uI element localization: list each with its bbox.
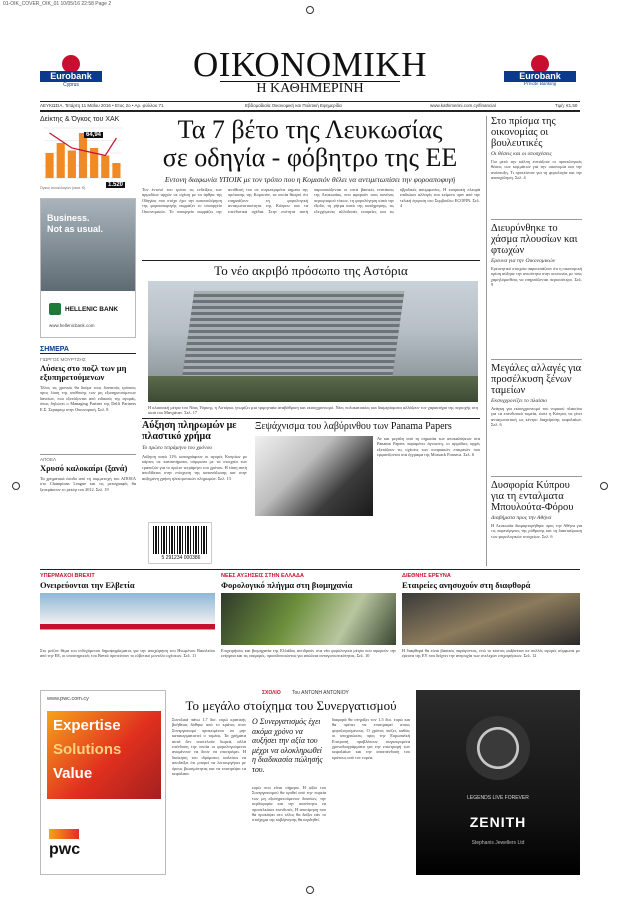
lead-subhead: Εντονη διαφωνία ΥΠΟΙΚ με τον τρόπο που η Κομισιόν θέλει να αντιμετωπίσει την φοροαποφυγή: [164, 175, 456, 184]
chart-footnote: Όγκος συναλλαγών (εκατ. €): [40, 186, 86, 190]
eurobank-brand: Eurobank: [504, 71, 576, 82]
strip-3-headline[interactable]: Εταιρείες ανησυχούν στη διαφθορά: [402, 580, 531, 590]
right-story-1-subhead: Οι θέσεις και οι υποσχέσεις: [491, 151, 552, 157]
right-story-2: [491, 219, 582, 359]
strip-1-body: Στο μείζον θέμα του ενδεχόμενου δημοψηφίσματος για την αποχώρηση του Ηνωμένου Βασιλείου από την ΕΕ, οι υποστηρικτές του Brexit προτείνουν το ελβετικό μοντέλο σχέσεων. Σελ. 11: [40, 648, 215, 659]
right-story-3: [491, 359, 582, 476]
index-callout: 64,94: [86, 132, 102, 138]
zenith-watch-ad[interactable]: [416, 690, 580, 875]
strip-1-kicker: ΥΠΕΡΜΑΧΟΙ BREXIT: [40, 573, 95, 579]
editorial-headline[interactable]: Το μεγάλο στοίχημα του Συνεργατισμού: [185, 698, 397, 713]
panama-photo: [255, 436, 373, 516]
right-story-1-body: Για μετά την κάλπη εστιάζουν οι προεκλογικές θέσεις των κομμάτων για την οικονομία και την ανάπτυξη. Τι προτείνουν για τη φορολογία και την απασχόληση. Σελ. 4: [491, 159, 582, 181]
strip-2-headline[interactable]: Φορολογικό πλήγμα στη βιομηχανία: [221, 580, 353, 590]
editorial-body-1: Συνολικά πάνω 1,7 δισ. ευρώ κρατικής βοήθειας δόθηκε από το κράτος στον Συνεργατισμό προκειμένου να μην κατακερματιστεί ο τομέας. Τα χρήματα αυτά δεν αποτελούν δωρεά, αλλά επένδυση την οποία οι φορολογούμενοι αναμένουν να δουν να επιστρέφει. Η διοίκηση του ιδρύματος καλείται να αποδείξει ότι μπορεί να λειτουργήσει με όρους βιωσιμότητας και να επιστρέψει τα κεφάλαια.: [172, 717, 246, 777]
eurobank-private-logo[interactable]: [504, 55, 576, 87]
today-section: [40, 346, 136, 516]
right-story-4-subhead: Διαβήματα προς την Αθήνα: [491, 515, 552, 521]
volume-callout: 1.520: [108, 182, 124, 188]
barcode-bars: [153, 526, 209, 554]
editorial: [172, 690, 410, 875]
hellenic-bank-ad[interactable]: [40, 198, 136, 338]
right-story-1: [491, 116, 582, 219]
eurobank-sub: Cyprus: [63, 82, 79, 88]
today-section2: ΑΠΟΕΛ: [40, 454, 136, 462]
right-story-1-headline[interactable]: Στο πρίσμα της οικονομίας οι βουλευτικές: [491, 116, 556, 149]
lead-headline-line-1: Τα 7 βέτο της Λευκωσίας: [177, 115, 443, 144]
chart-bar: [101, 156, 109, 179]
panama-body: Αν και μεγάλη από τη σημασία των αποκαλύψεων στα Panama Papers παραμένει άγνωστη, οι αρμόδιες αρχές εξετάζουν τις σχέσεις των κυπριακών εταιρειών που εμφανίζονται στα έγγραφα της Mossack Fonseca. Σελ. 6: [377, 436, 480, 458]
registration-mark-icon: [306, 6, 314, 14]
registration-mark-icon: [306, 886, 314, 894]
editorial-pull-quote: Ο Συνεργατισμός έχει ακόμα χρόνο να αυξήσει την αξία του μέχρι να ολοκληρωθεί η διαδικασία πώλησής του.: [252, 717, 323, 774]
chart-bar: [46, 153, 54, 178]
strip-3-photo: [402, 593, 580, 645]
strip-story-2: [221, 573, 396, 685]
editorial-kicker: ΣΧΟΛΙΟ: [262, 690, 281, 696]
pwc-line-2: Solutions: [53, 741, 122, 758]
barcode-numbers: 5 291234 000386: [161, 555, 201, 561]
lead-body: Τον έντονό του τρόπο τις ενδείξεις των αρμοδίων αρχών σε σχέση με τα άρθρα της Οδηγίας που στόχο έχει την καταπολέμηση της φοροαποφυγής εκφράζει το υπουργείο Οικονομικών. Το υπουργείο εκφράζει την αντίθεσή του σε συγκεκριμένα σημεία της πρότασης της Κομισιόν, τα οποία θεωρεί ότι επηρεάζουν τη φορολογική ανταγωνιστικότητα της Κύπρου και τα επενδυτικά σχέδια. Στην ενότητα αυτή παρουσιάζονται οι επτά βασικές ενστάσεις της Λευκωσίας, που αφορούν τους κανόνες περιορισμού τόκων, τη φορολόγηση κατά την έξοδο, τη ρήτρα κατά της κατάχρησης, τις ελεγχόμενες αλλοδαπές εταιρείες και τις υβριδικές ασυμφωνίες. Η κυπριακή πλευρά επιδιώκει αλλαγές στο κείμενο πριν από την τελική έγκριση στο Συμβούλιο ECOFIN. Σελ. 4: [142, 187, 480, 214]
watch-caption: LEGENDS LIVE FOREVER: [467, 795, 529, 801]
feature-headline[interactable]: Το νέο ακριβό πρόσωπο της Αστόρια: [214, 263, 408, 278]
ad-url: www.hellenicbank.com: [49, 323, 95, 328]
market-chart-box: [40, 116, 136, 194]
today-header: ΣΗΜΕΡΑ: [40, 346, 136, 354]
pwc-line-1: Expertise: [53, 717, 121, 734]
right-story-2-body: Ερευνητικό στοιχεία παρουσιάζουν ότι η οικονομική κρίση αύξησε την ανισότητα στην κοινωνία, με τους χαμηλόμισθους να επηρεάζονται περισσότερο. Σελ. 9: [491, 266, 582, 288]
dateline-center: Εβδομαδιαία Οικονομική και Πολιτική Εφημερίδα: [245, 103, 342, 108]
right-story-4: [491, 476, 582, 566]
hellenic-bank-logo-icon: [49, 303, 61, 315]
right-story-3-body: Ανάγκη για εκσυγχρονισμό του νομικού πλαισίου για τα επενδυτικά ταμεία, ώστε η Κύπρος να γίνει ανταγωνιστική ως κέντρο διαχείρισης κεφαλαίων. Σελ. 6: [491, 406, 582, 428]
lead-headline[interactable]: [140, 116, 480, 172]
strip-1-photo: [40, 593, 215, 645]
website-url[interactable]: www.kathimerini.com.cy/financial: [430, 103, 496, 108]
registration-mark-icon: [12, 482, 20, 490]
today-headline[interactable]: Λύσεις στο ποζλ των μη εξυπηρετούμενων: [40, 363, 127, 382]
zenith-brand: ZENITH: [469, 814, 527, 830]
lead-headline-line-2: σε οδηγία - φόβητρο της ΕΕ: [162, 143, 458, 172]
today-headline-2[interactable]: Χρυσό καλοκαίρι (ξανά): [40, 463, 128, 473]
eurobank-cyprus-logo[interactable]: [40, 55, 102, 87]
masthead-subtitle: Η ΚΑΘΗΜΕΡΙΝΗ: [220, 81, 400, 96]
zenith-dealer: Stephanis Jewellers Ltd: [471, 840, 525, 846]
right-story-4-body: Η Λευκωσία διαμαρτυρήθηκε προς την Αθήνα για τις παρενέργειες της ρύθμισης και τη διασταύρωση των φορολογικών στοιχείων. Σελ. 6: [491, 523, 582, 539]
pwc-brand: pwc: [49, 841, 81, 858]
cards-headline[interactable]: Αύξηση πληρωμών με πλαστικό χρήμα: [142, 420, 237, 442]
watch-face-icon: [466, 716, 530, 780]
feature-caption: Η κλασσική μέτρα του Νέας Υόρκης, η Αστόρια, γνωρίζει μια τριμηνιαία αναβάθμιση και εκσυγχρονισμό. Νέες πολυκατοικίες και διαμερίσματα αλλάζουν τον χαρακτήρα της περιοχής στη σκιά του Μανχάταν. Σελ. 17: [148, 405, 478, 416]
strip-2-kicker: ΝΕΕΣ ΑΥΞΗΣΕΙΣ ΣΤΗΝ ΕΛΛΑΔΑ: [221, 573, 304, 579]
strip-2-photo: [221, 593, 396, 645]
right-story-3-subhead: Εκσυγχρονίζει το πλαίσιο: [491, 398, 548, 404]
price: Τιμή: €1,50: [555, 103, 578, 108]
pwc-line-3: Value: [53, 765, 93, 782]
today-body: Τέλος τις χρονιάς θα δούμε τους δυνατούς τρόπους προς λύση της υπόθεσης των μη εξυπηρετούμενων δανείων, που εξετάζονται από ειδικούς της αγοράς, όπως δηλώνει ο Managing Partner της Delfi Partners Ε.Σ. Σεραφειμ στην Οικονομική. Σελ. 8: [40, 385, 136, 412]
right-column: [486, 116, 582, 566]
building-facade: [182, 291, 405, 381]
chart-title: Δείκτης & Όγκος του ΧΑΚ: [40, 116, 120, 123]
print-slug: 01-OIK_COVER_OIK_01 10/05/16 22:58 Page 2: [3, 1, 112, 7]
strip-story-3: [402, 573, 580, 685]
cards-subhead: Το πρώτο τετράμηνο του χρόνου: [142, 445, 212, 451]
barcode: [148, 522, 212, 564]
pwc-url: www.pwc.com.cy: [47, 696, 89, 702]
chart-bar: [112, 163, 120, 178]
chart-bar: [79, 133, 87, 178]
today-byline: ΓΙΩΡΓΟΣ ΜΟΥΡΤΖΗΣ: [40, 357, 86, 362]
eurobank-brand: Eurobank: [40, 71, 102, 82]
cards-body: Αύξηση κατά 11% καταγράφουν οι αγορές Κυπρίων με κάρτες σε καταστήματα, σύμφωνα με τα στοιχεία των τραπεζών για το πρώτο τετράμηνο του χρόνου. Η τάση αυτή αποδίδεται στην ενίσχυση της κατανάλωσης και στην αυξημένη χρήση ηλεκτρονικών πληρωμών. Σελ. 13: [142, 454, 247, 481]
dateline: ΛΕΥΚΩΣΙΑ, Τετάρτη 11 Μαΐου 2016 • Ετος 2ο • Αρ. φύλλου 71: [40, 103, 164, 108]
right-story-4-headline[interactable]: Δυσφορία Κύπρου για τη ενταλματα Μπουλούτα-Φόρου: [491, 480, 574, 513]
right-story-3-headline[interactable]: Μεγάλες αλλαγές για προσέλκυση ξένων ταμείων: [491, 363, 582, 396]
editorial-byline: Του ΑΝΤΩΝΗ ΑΝΤΩΝΙΟΥ: [292, 690, 349, 696]
pwc-ad[interactable]: [40, 690, 166, 875]
pwc-logo-icon: [49, 829, 79, 839]
chart-bar: [57, 143, 65, 178]
ad-headline-2: Not as usual.: [47, 224, 104, 234]
masthead-title: ΟΙΚΟΝΟΜΙΚΗ: [193, 45, 427, 84]
strip-3-body: Η διαφθορά θα είναι βασικός παράγοντας, ενώ το κόστος αυξάνεται σε πολλές αγορές σύμφωνα με έρευνα της EY που δείχνει την ανησυχία των στελεχών επιχειρήσεων. Σελ. 12: [402, 648, 580, 659]
chart-bar: [68, 151, 76, 179]
right-story-2-subhead: Ερευνα για την Οικονομικών: [491, 258, 556, 264]
ad-headline-1: Business.: [47, 213, 90, 223]
registration-mark-icon: [600, 482, 608, 490]
editorial-body-3: διαφορά θα στηρίξει τον 1,5 δισ. ευρώ και θα πρέπει να επιστραφεί στους φορολογούμενους. Ο χρόνος πιέζει, καθώς οι υποχρεώσεις προς την Ευρωπαϊκή Επιτροπή προβλέπουν συγκεκριμένα χρονοδιαγράμματα για την επιστροφή των κεφαλαίων και την αποεπένδυση του κράτους από τον τομέα.: [332, 717, 410, 760]
strip-1-headline[interactable]: Ονειρεύονται την Ελβετία: [40, 580, 135, 590]
astoria-photo: [148, 281, 478, 402]
strip-story-1: [40, 573, 215, 685]
today-body-2: Τα χρηματικά έσοδα από τη συμμετοχή του ΑΠΟΕΛ στο Champions League και τις μεταγραφές θα ξεπεράσουν το ρεκόρ του 2012. Σελ. 19: [40, 476, 136, 492]
panama-headline[interactable]: Ξεψάχνισμα του λαβύρινθου των Panama Papers: [255, 421, 452, 432]
strip-3-kicker: ΔΙΕΘΝΗΣ ΕΡΕΥΝΑ: [402, 573, 451, 579]
editorial-body-2: ευρώ που είναι σήμερα. Η αξία του Συνεργατισμού θα κριθεί από την πορεία των μη εξυπηρετούμενων δανείων, την κερδοφορία και την ικανότητα να προσελκύσει επενδυτές. Η αποτίμηση που θα προκύψει στο τέλος θα δείξει εάν το στοίχημα της κυβέρνησης θα κερδηθεί.: [252, 785, 326, 823]
ad-brand: HELLENIC BANK: [65, 306, 119, 313]
trees-foreground: [148, 376, 478, 402]
right-story-2-headline[interactable]: Διευρύνθηκε το χάσμα πλουσίων και φτωχών: [491, 223, 578, 256]
strip-2-body: Επιχειρήσεις και βιομηχανία της Ελλάδας αντιδρούν στα νέα φορολογικά μέτρα που αφορούν την ενέργεια και τις εισφορές, προειδοποιώντας για απώλεια ανταγωνιστικότητας. Σελ. 10: [221, 648, 396, 659]
eurobank-private-sub: Private Banking: [523, 82, 557, 87]
